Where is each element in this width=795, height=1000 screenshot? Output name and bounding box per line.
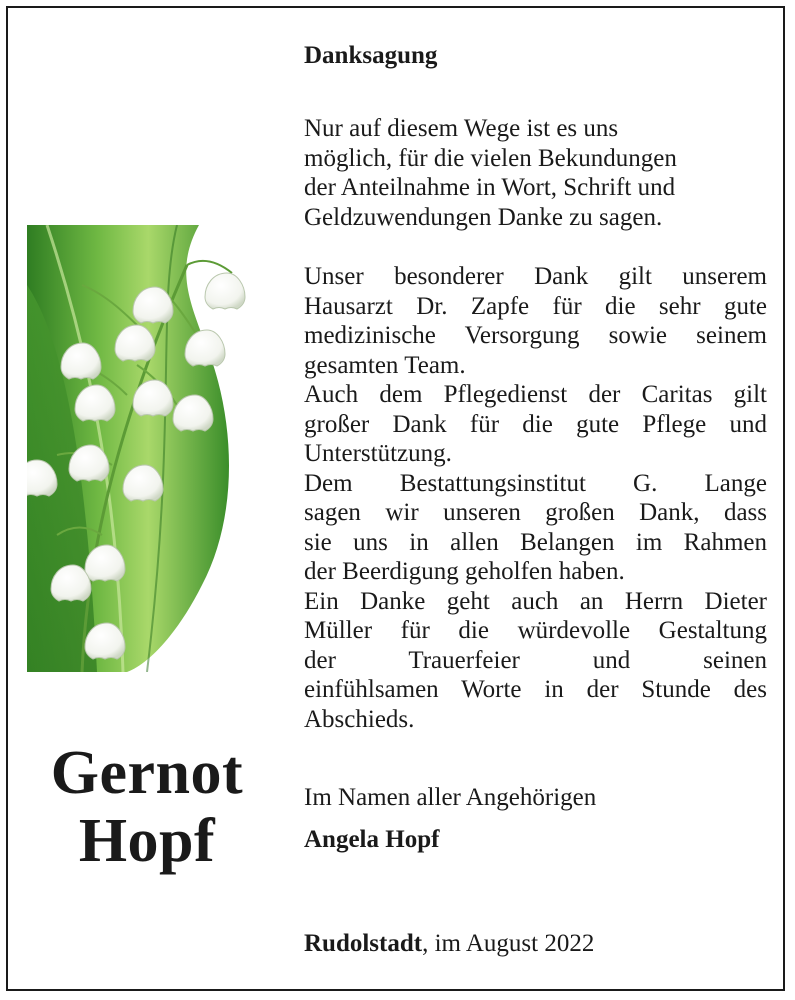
- closing-line: Im Namen aller Angehörigen: [304, 784, 597, 811]
- text-line: einfühlsamen Worte in der Stunde des: [304, 676, 767, 703]
- place-date: , im August 2022: [422, 930, 595, 957]
- text-line: möglich, für die vielen Bekundungen: [304, 144, 677, 172]
- text-line: medizinische Versorgung sowie seinem: [304, 322, 767, 349]
- text-line: Hausarzt Dr. Zapfe für die sehr gute: [304, 292, 767, 320]
- deceased-last-name: Hopf: [78, 807, 216, 875]
- text-line: Auch dem Pflegedienst der Caritas gilt: [304, 381, 767, 408]
- text-line: großer Dank für die gute Pflege und: [304, 410, 767, 438]
- text-line: Abschieds.: [304, 705, 415, 733]
- text-line: Unser besonderer Dank gilt unserem: [304, 263, 767, 290]
- text-line: gesamten Team.: [304, 351, 466, 379]
- paragraph-thanks-intro: [304, 114, 767, 232]
- text-line: sie uns in allen Belangen im Rahmen: [304, 528, 767, 556]
- text-line: Geldzuwendungen Danke zu sagen.: [304, 203, 663, 231]
- text-line: der Beerdigung geholfen haben.: [304, 558, 625, 585]
- notice-heading: Danksagung: [304, 42, 438, 69]
- text-line: Dem Bestattungsinstitut G. Lange: [304, 469, 767, 497]
- text-line: der Trauerfeier und seinen: [304, 646, 767, 674]
- text-line: sagen wir unseren großen Dank, dass: [304, 499, 767, 526]
- signer-name: Angela Hopf: [304, 826, 440, 853]
- text-line: Unterstützung.: [304, 440, 452, 467]
- text-line: Nur auf diesem Wege ist es uns: [304, 115, 619, 142]
- place-and-date: [304, 930, 594, 958]
- paragraph-thanks-detail: [304, 262, 767, 734]
- text-line: der Anteilnahme in Wort, Schrift und: [304, 174, 676, 201]
- text-line: Müller für die würdevolle Gestaltung: [304, 617, 767, 644]
- deceased-first-name: Gernot: [50, 739, 244, 807]
- text-line: Ein Danke geht auch an Herrn Dieter: [304, 587, 767, 615]
- place-city: Rudolstadt: [304, 930, 423, 957]
- lily-of-the-valley-image: [27, 225, 259, 672]
